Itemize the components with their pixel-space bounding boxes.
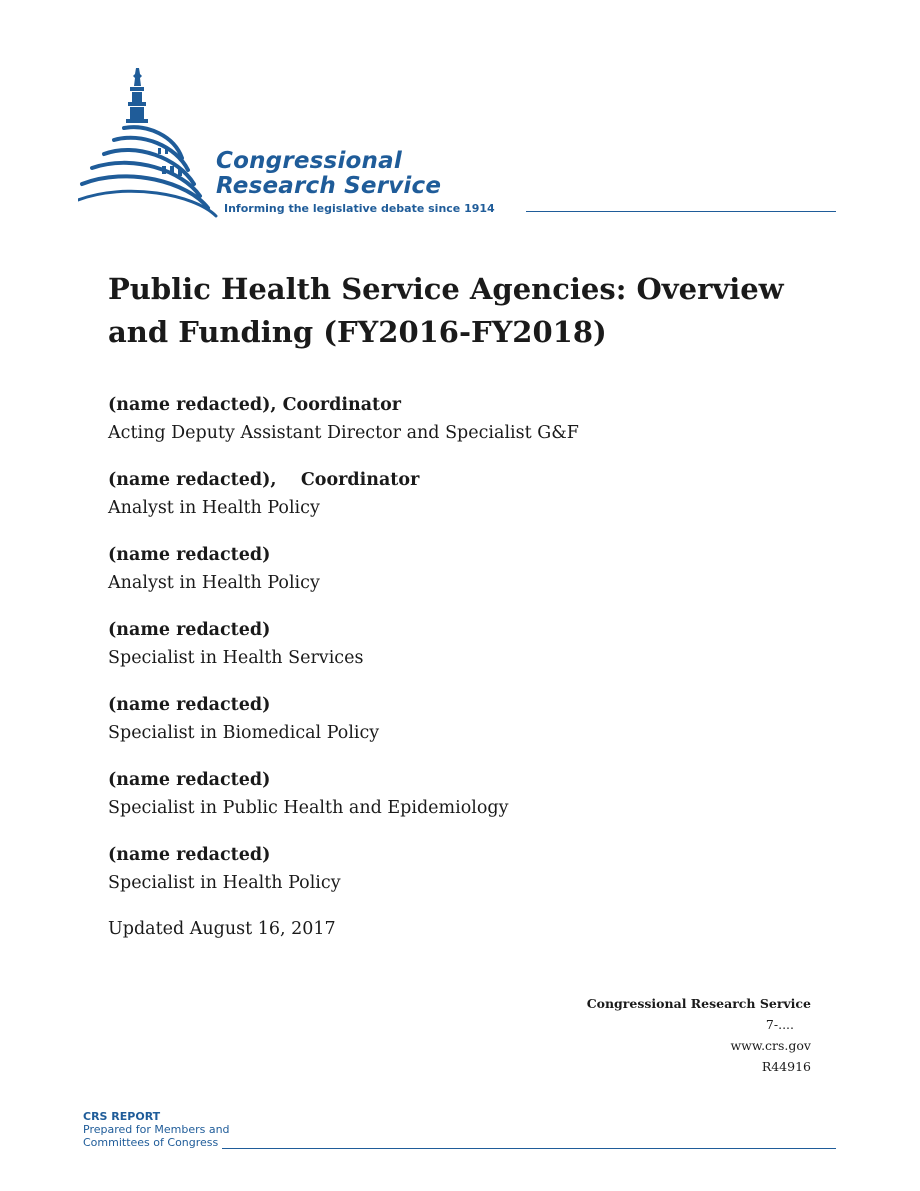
- author-name: (name redacted): [108, 845, 271, 865]
- publisher-website[interactable]: www.crs.gov: [730, 1038, 811, 1053]
- updated-date: Updated August 16, 2017: [108, 919, 336, 939]
- author-block: [108, 841, 808, 897]
- footer-rule: [222, 1148, 836, 1149]
- author-name: (name redacted): [108, 620, 271, 640]
- author-role: Acting Deputy Assistant Director and Specialist G&F: [108, 423, 579, 443]
- author-name: (name redacted), Coordinator: [108, 395, 402, 415]
- publisher-name: Congressional Research Service: [586, 996, 811, 1011]
- author-block: [108, 691, 808, 747]
- author-block: [108, 541, 808, 597]
- capitol-dome-icon: [78, 66, 220, 218]
- publisher-phone: 7-....: [765, 1017, 794, 1032]
- logo-org-name-line2: Research Service: [216, 173, 442, 199]
- author-role: Analyst in Health Policy: [108, 498, 320, 518]
- publisher-block: [587, 993, 811, 1077]
- author-role: Specialist in Biomedical Policy: [108, 723, 380, 743]
- author-name: (name redacted): [108, 545, 271, 565]
- header-rule: [526, 211, 836, 212]
- report-number: R44916: [761, 1059, 811, 1074]
- author-role: Analyst in Health Policy: [108, 573, 320, 593]
- author-role: Specialist in Health Policy: [108, 873, 341, 893]
- crs-report-footer: [83, 1111, 230, 1150]
- author-name: (name redacted), Coordinator: [108, 470, 420, 490]
- author-role: Specialist in Health Services: [108, 648, 364, 668]
- author-name: (name redacted): [108, 770, 271, 790]
- author-block: [108, 466, 808, 522]
- logo-org-name-line1: Congressional: [216, 148, 402, 174]
- author-role: Specialist in Public Health and Epidemiology: [108, 798, 509, 818]
- footer-line1: Prepared for Members and: [83, 1122, 230, 1136]
- logo-tagline: Informing the legislative debate since 1914: [224, 202, 495, 215]
- author-block: [108, 616, 808, 672]
- footer-line2: Committees of Congress: [83, 1135, 219, 1149]
- author-name: (name redacted): [108, 695, 271, 715]
- footer-label: CRS REPORT: [83, 1110, 161, 1123]
- report-title: Public Health Service Agencies: Overview and Funding (FY2016-FY2018): [108, 272, 784, 349]
- author-block: [108, 391, 808, 447]
- author-block: [108, 766, 808, 822]
